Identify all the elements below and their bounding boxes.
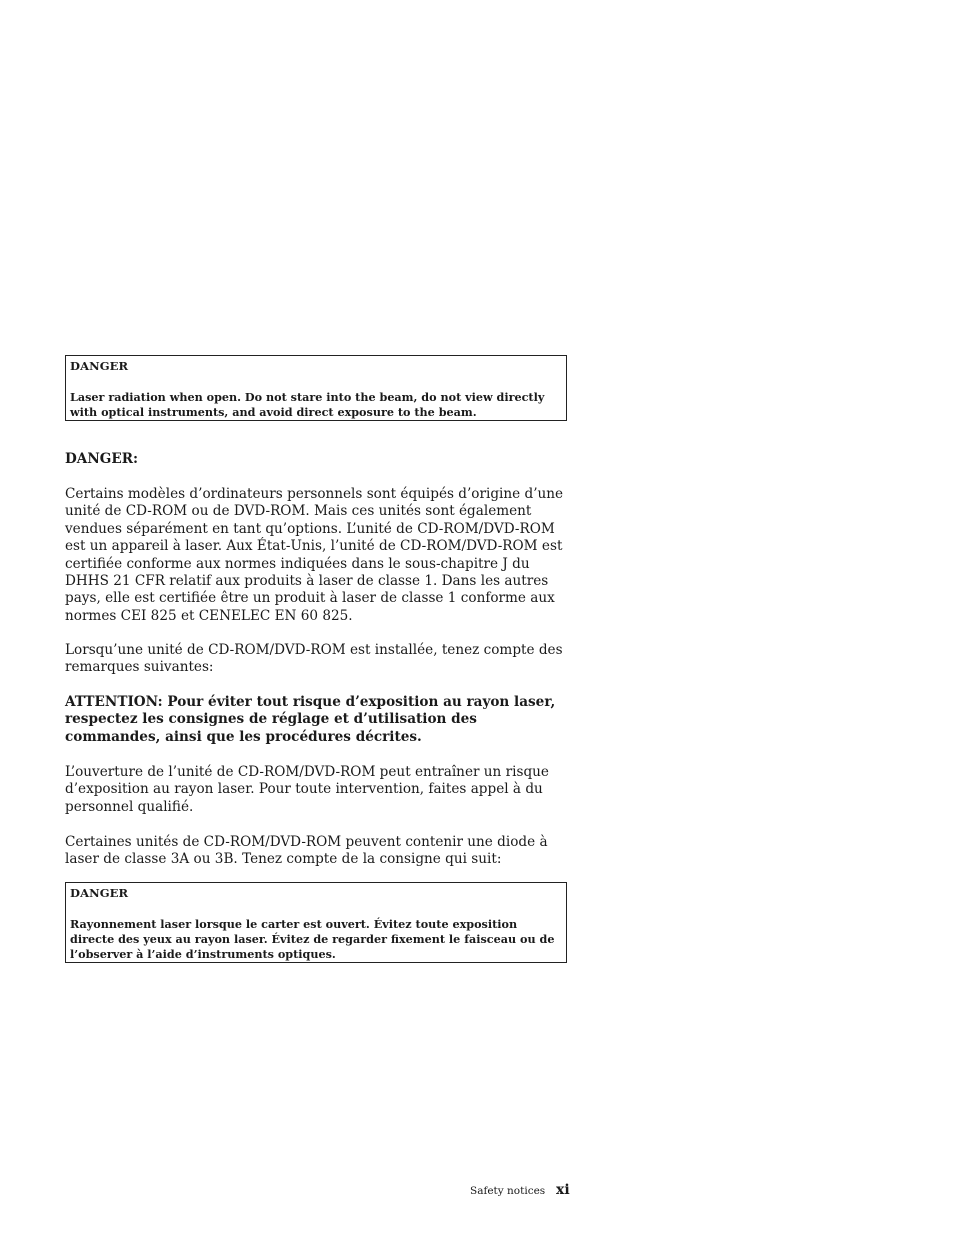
paragraph-cdrom-intro: Certains modèles d’ordinateurs personnels sont équipés d’origine d’une unité de CD-ROM ou de DVD-ROM. Mais ces unités sont également vendues séparément en tant qu’options. L’unité de CD-ROM/DVD-ROM est un appareil à laser. Aux État-Unis, l’unité de CD-ROM/DVD-ROM est certifiée conforme aux normes indiquées dans le sous-chapitre J du DHHS 21 CFR relatif aux produits à laser de classe 1. Dans les autres pays, elle est certifiée être un produit à laser de classe 1 conforme aux normes CEI 825 et CENELEC EN 60 825. bbox=[65, 486, 564, 624]
danger-box-french bbox=[65, 882, 567, 963]
danger-heading: DANGER: bbox=[65, 451, 139, 467]
danger-box-english bbox=[65, 355, 567, 421]
paragraph-opening-risk: L’ouverture de l’unité de CD-ROM/DVD-ROM peut entraîner un risque d’exposition au rayon laser. Pour toute intervention, faites appel à du personnel qualifié. bbox=[65, 764, 549, 815]
danger-box-text: Rayonnement laser lorsque le carter est ouvert. Évitez toute exposition directe des yeux au rayon laser. Évitez de regarder fixement le faisceau ou de l’observer à l’aide d’instruments optiques. bbox=[70, 917, 555, 961]
page-number: xi bbox=[556, 1182, 570, 1198]
danger-box-title: DANGER bbox=[70, 886, 129, 900]
attention-paragraph: ATTENTION: Pour éviter tout risque d’exposition au rayon laser, respectez les consignes de réglage et d’utilisation des commandes, ainsi que les procédures décrites. bbox=[65, 694, 556, 745]
footer-section-label: Safety notices bbox=[470, 1185, 546, 1197]
paragraph-laser-diode: Certaines unités de CD-ROM/DVD-ROM peuvent contenir une diode à laser de classe 3A ou 3B. Tenez compte de la consigne qui suit: bbox=[65, 834, 548, 868]
danger-box-title: DANGER bbox=[70, 359, 129, 373]
paragraph-installed-notes: Lorsqu’une unité de CD-ROM/DVD-ROM est installée, tenez compte des remarques suivantes: bbox=[65, 642, 563, 676]
danger-box-text: Laser radiation when open. Do not stare into the beam, do not view directly with optical instruments, and avoid direct exposure to the beam. bbox=[70, 390, 545, 419]
